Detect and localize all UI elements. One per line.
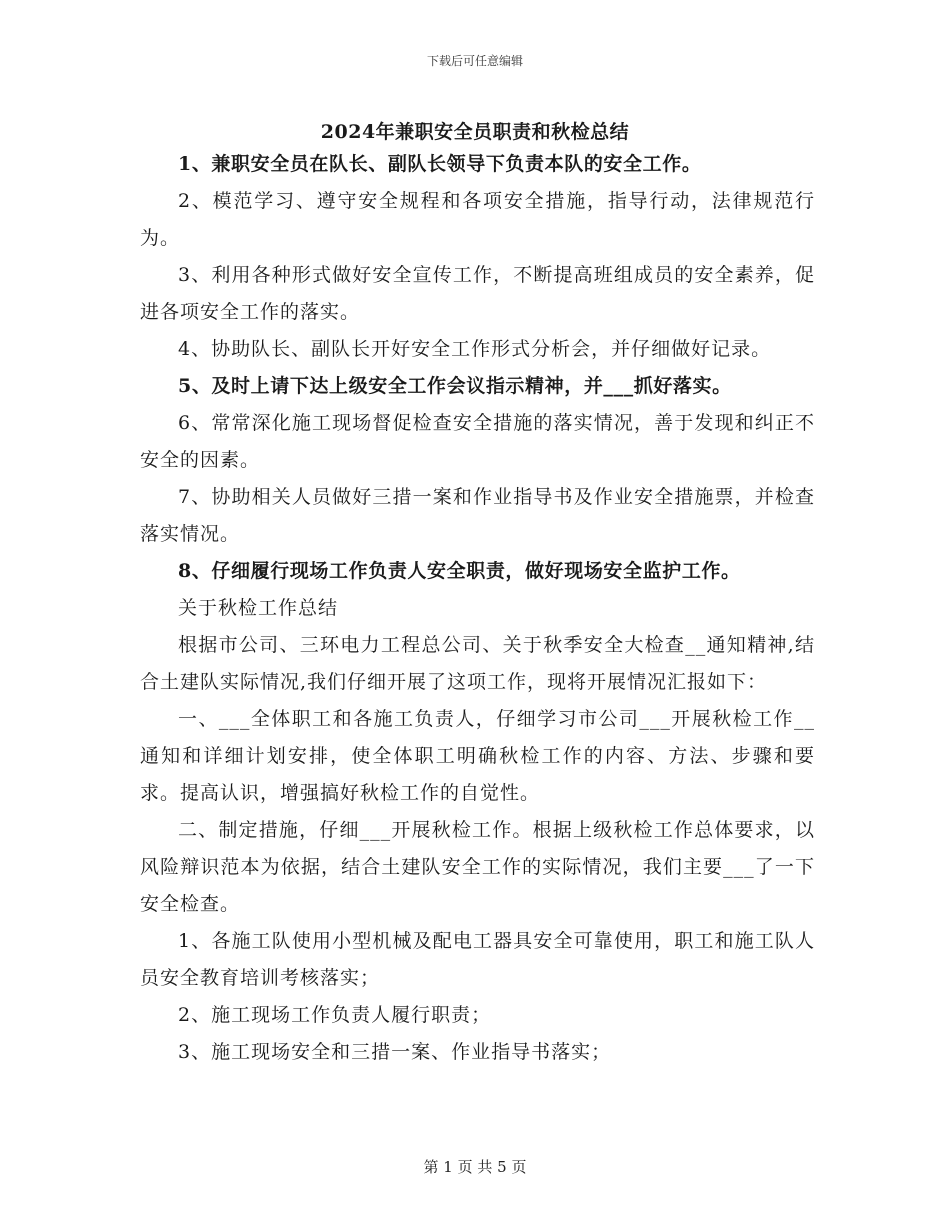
body-paragraph: 8、仔细履行现场工作负责人安全职责，做好现场安全监护工作。	[178, 560, 741, 582]
page-header-note: 下载后可任意编辑	[426, 54, 523, 68]
body-paragraph: 1、兼职安全员在队长、副队长领导下负责本队的安全工作。	[178, 153, 702, 175]
body-paragraph: 4、协助队长、副队长开好安全工作形式分析会，并仔细做好记录。	[178, 338, 772, 360]
body-paragraph: 一、___全体职工和各施工负责人，仔细学习市公司___开展秋检工作__通知和详细计划安排，使全体职工明确秋检工作的内容、方法、步骤和要求。提高认识，增强搞好秋检工作的自觉性。	[140, 708, 815, 804]
body-paragraph: 7、协助相关人员做好三措一案和作业指导书及作业安全措施票，并检查落实情况。	[140, 486, 815, 545]
body-paragraph: 1、各施工队使用小型机械及配电工器具安全可靠使用，职工和施工队人员安全教育培训考核落实；	[140, 930, 815, 989]
body-paragraph: 二、制定措施，仔细___开展秋检工作。根据上级秋检工作总体要求，以风险辩识范本为依据，结合土建队安全工作的实际情况，我们主要___了一下安全检查。	[140, 819, 815, 915]
page-number: 第 1 页 共 5 页	[423, 1158, 527, 1176]
body-paragraph: 3、利用各种形式做好安全宣传工作，不断提高班组成员的安全素养，促进各项安全工作的落实。	[140, 264, 815, 323]
body-paragraph: 3、施工现场安全和三措一案、作业指导书落实；	[178, 1041, 612, 1063]
document-title: 2024年兼职安全员职责和秋检总结	[320, 121, 630, 143]
body-paragraph: 2、模范学习、遵守安全规程和各项安全措施，指导行动，法律规范行为。	[140, 190, 815, 249]
body-paragraph: 根据市公司、三环电力工程总公司、关于秋季安全大检查__通知精神,结合土建队实际情况,我们仔细开展了这项工作，现将开展情况汇报如下：	[140, 634, 815, 693]
document-body	[140, 146, 815, 1071]
body-paragraph: 关于秋检工作总结	[178, 597, 339, 619]
body-paragraph: 2、施工现场工作负责人履行职责；	[178, 1004, 492, 1026]
body-paragraph: 5、及时上请下达上级安全工作会议指示精神，并___抓好落实。	[178, 375, 732, 397]
body-paragraph: 6、常常深化施工现场督促检查安全措施的落实情况，善于发现和纠正不安全的因素。	[140, 412, 815, 471]
